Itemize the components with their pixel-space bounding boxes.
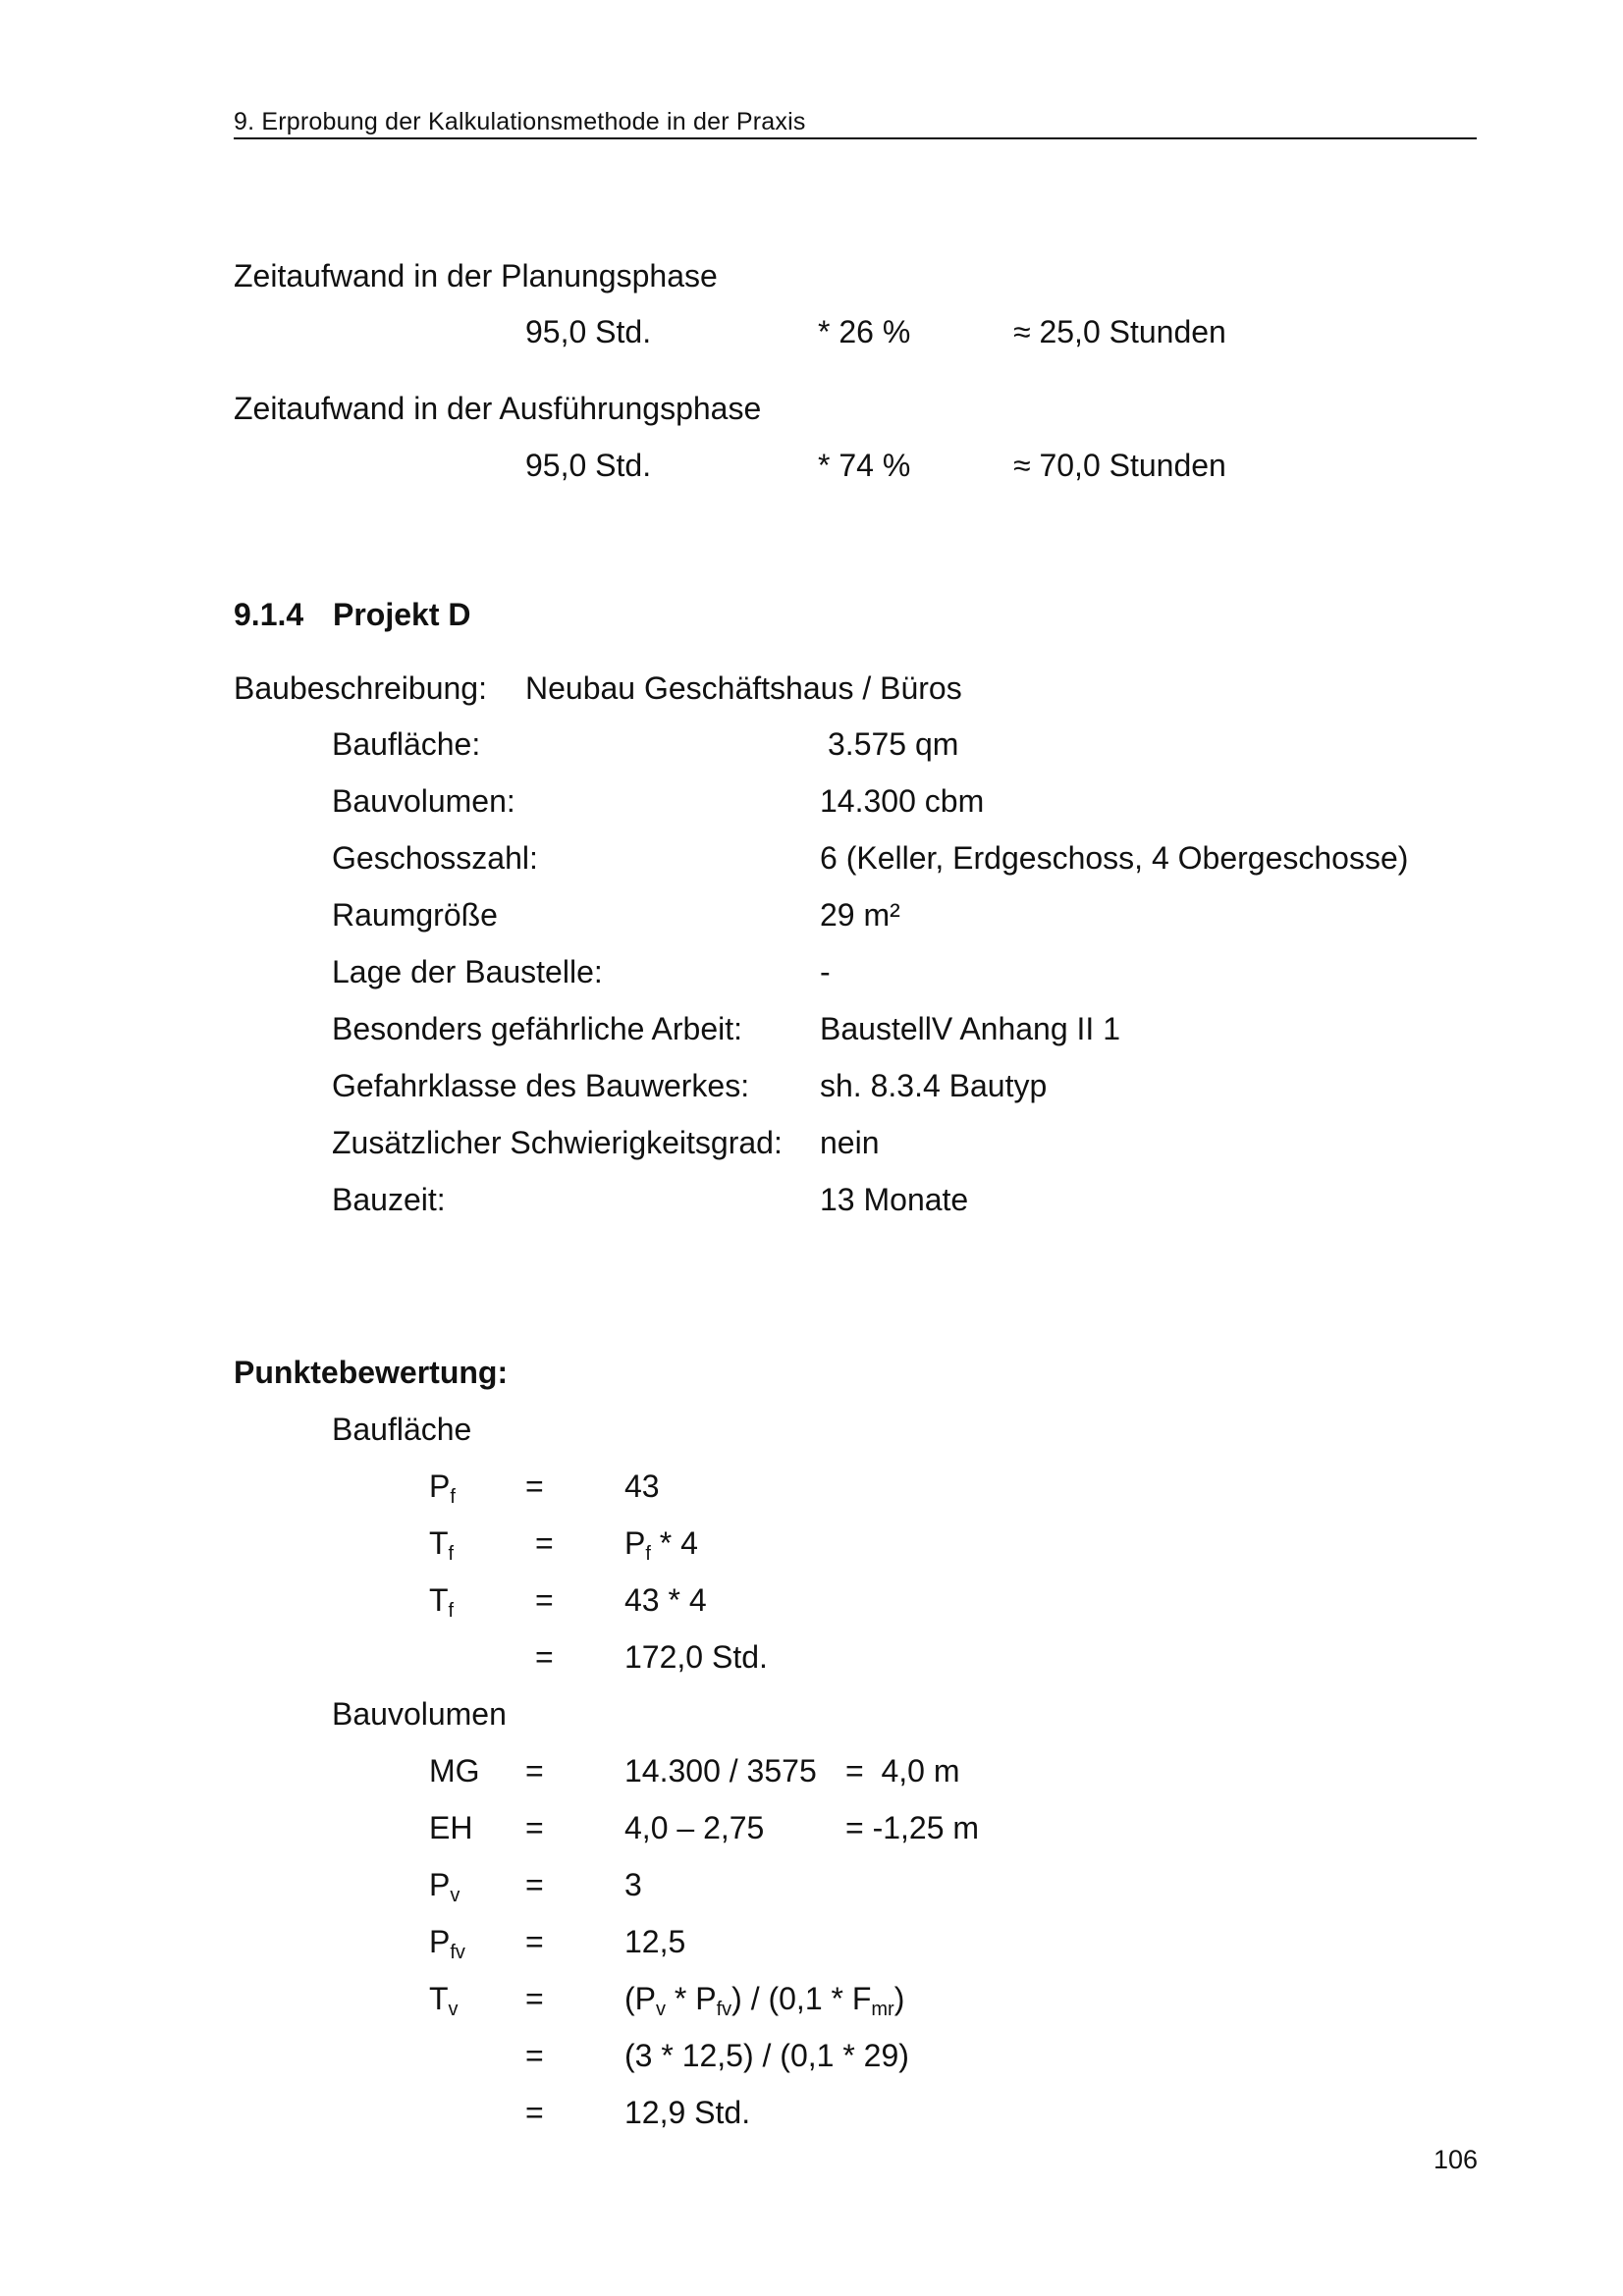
prop-label: Geschosszahl: [332,840,538,876]
tv-formula: $(P_v * P_{fv}) / (0,1 * F_{mr})$ [624,1981,905,2020]
page-number: 106 [1434,2145,1479,2174]
equals-sign: = [525,2038,544,2073]
planung-factor: * 26 % [818,314,911,349]
equals-sign: = [535,1639,554,1675]
equals-sign: = [525,2095,544,2130]
prop-value: 6 (Keller, Erdgeschoss, 4 Obergeschosse) [820,840,1409,876]
prop-label: Bauvolumen: [332,783,515,819]
punkte-heading: Punktebewertung: [234,1355,509,1390]
ausfuehrung-base: 95,0 Std. [525,448,652,483]
equals-sign: = [525,1468,544,1504]
section-title: Projekt D [333,597,471,632]
prop-value: sh. 8.3.4 Bautyp [820,1068,1048,1103]
prop-label: Bauzeit: [332,1182,446,1217]
tf-symbol: $T_f$ [429,1525,455,1565]
running-header: 9. Erprobung der Kalkulationsmethode in der Praxis [234,108,806,135]
ausfuehrung-factor: * 74 % [818,448,911,483]
prop-label: Baufläche: [332,726,481,762]
planung-base: 95,0 Std. [525,314,652,349]
prop-label: Gefahrklasse des Bauwerkes: [332,1068,750,1103]
ausfuehrung-result: ≈ 70,0 Stunden [1013,448,1226,483]
equals-sign: = [535,1582,554,1618]
eh-symbol: EH [429,1810,473,1845]
tf-symbol: $T_f$ [429,1582,455,1622]
equals-sign: = [535,1525,554,1561]
equals-sign: = [525,1981,544,2016]
prop-label: Lage der Baustelle: [332,954,603,989]
planung-label: Zeitaufwand in der Planungsphase [234,258,718,294]
equals-sign: = [525,1753,544,1789]
ausfuehrung-label: Zeitaufwand in der Ausführungsphase [234,391,762,426]
pfv-value: 12,5 [624,1924,686,1959]
mg-symbol: MG [429,1753,480,1789]
tf-substituted: 43 * 4 [624,1582,707,1618]
prop-value: BaustellV Anhang II 1 [820,1011,1120,1046]
pv-value: 3 [624,1867,642,1902]
flaeche-heading: Baufläche [332,1412,472,1447]
pf-symbol: $P_f$ [429,1468,456,1508]
equals-sign: = [525,1867,544,1902]
prop-value: 13 Monate [820,1182,969,1217]
section-number: 9.1.4 [234,597,304,632]
prop-value: 3.575 qm [828,726,959,762]
eh-formula: 4,0 – 2,75 [624,1810,765,1845]
tf-formula: $P_f * 4$ [624,1525,698,1565]
equals-sign: = [525,1810,544,1845]
tv-result: 12,9 Std. [624,2095,751,2130]
prop-value: 29 m² [820,897,900,933]
prop-label: Besonders gefährliche Arbeit: [332,1011,743,1046]
planung-result: ≈ 25,0 Stunden [1013,314,1226,349]
mg-result: = 4,0 m [845,1753,960,1789]
eh-result: = -1,25 m [845,1810,980,1845]
prop-value: 14.300 cbm [820,783,985,819]
equals-sign: = [525,1924,544,1959]
pf-value: 43 [624,1468,660,1504]
tf-result: 172,0 Std. [624,1639,768,1675]
mg-formula: 14.300 / 3575 [624,1753,817,1789]
volumen-heading: Bauvolumen [332,1696,507,1732]
tv-substituted: (3 * 12,5) / (0,1 * 29) [624,2038,909,2073]
prop-value: nein [820,1125,880,1160]
header-divider [234,137,1477,139]
pv-symbol: $P_v$ [429,1867,460,1906]
prop-label: Zusätzlicher Schwierigkeitsgrad: [332,1125,783,1160]
tv-symbol: $T_v$ [429,1981,459,2020]
baubeschreibung-value: Neubau Geschäftshaus / Büros [525,670,962,706]
prop-label: Raumgröße [332,897,498,933]
prop-value: - [820,954,831,989]
baubeschreibung-label: Baubeschreibung: [234,670,487,706]
pfv-symbol: $P_{fv}$ [429,1924,465,1963]
